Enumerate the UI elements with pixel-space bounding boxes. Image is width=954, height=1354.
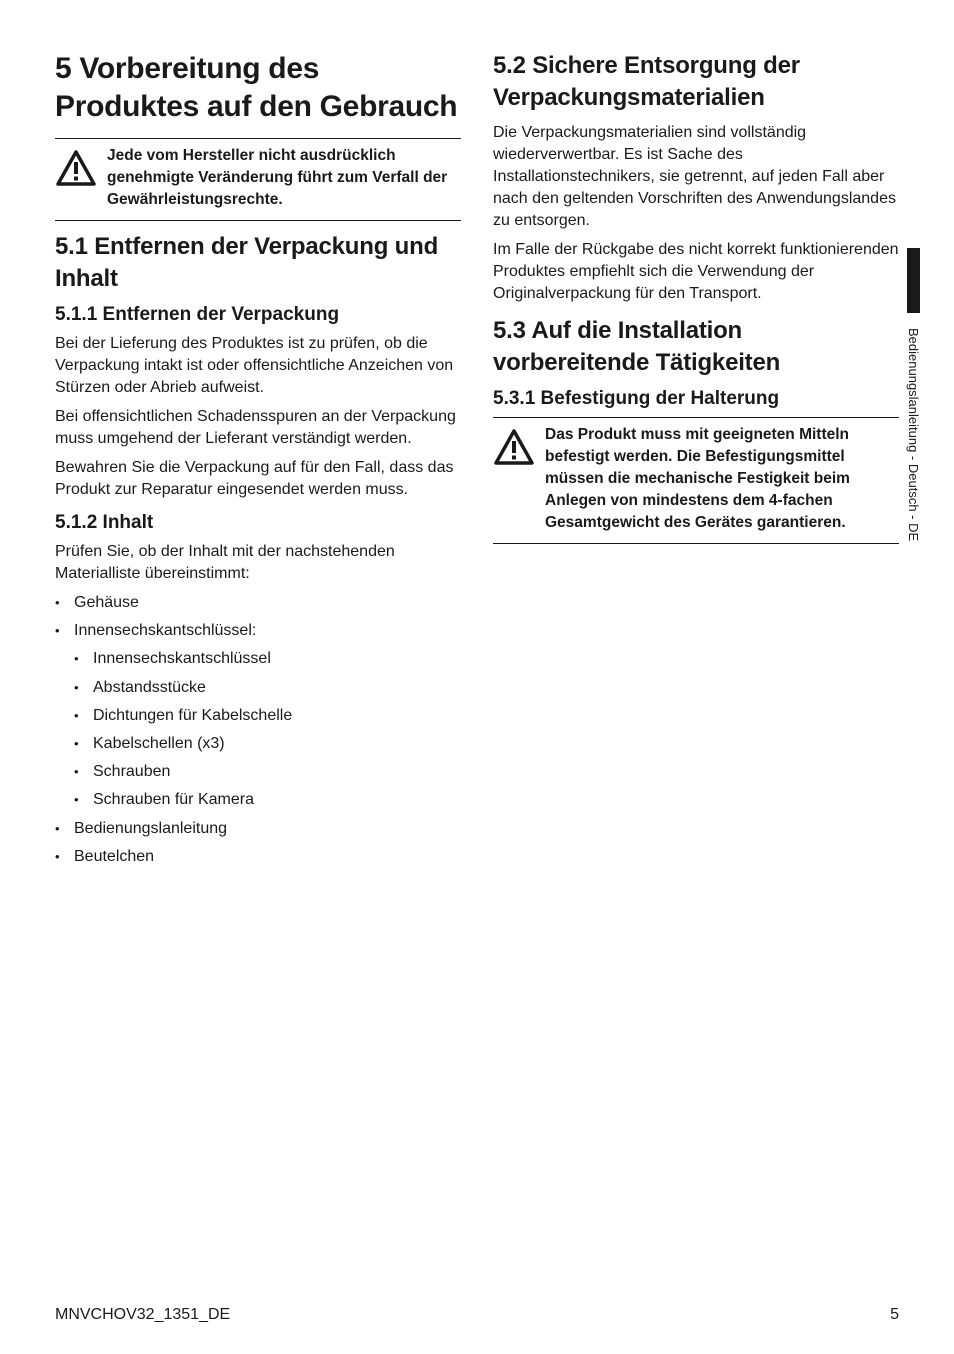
side-tab-marker [907,248,920,313]
paragraph: Im Falle der Rückgabe des nicht korrekt funktionierenden Produktes empfiehlt sich die Verwendung der Originalverpackung für den Transport. [493,241,899,302]
paragraph: Bewahren Sie die Verpackung auf für den Fall, dass das Produkt zur Reparatur eingesendet werden muss. [55,459,454,498]
left-column [55,50,461,874]
subsection-title-5-1-2: 5.1.2 Inhalt [55,512,154,533]
paragraph: Bei der Lieferung des Produktes ist zu prüfen, ob die Verpackung intakt ist oder offensichtliche Anzeichen von Stürzen oder Abrieb aufweist. [55,335,454,396]
right-column [493,50,899,554]
warning-triangle-icon [493,424,545,471]
contents-list [55,592,461,868]
list-item: • Abstandsstücke [55,677,461,699]
warning-box-mounting [493,417,899,544]
list-item: • Gehäuse [55,592,461,614]
list-item: • Schrauben für Kamera [55,789,461,811]
chapter-title: 5 Vorbereitung des Produktes auf den Gebrauch [55,52,458,123]
list-item: • Beutelchen [55,846,461,868]
warning-triangle-icon [55,145,107,192]
list-item: • Innensechskantschlüssel [55,648,461,670]
side-label: Bedienungslanleitung - Deutsch - DE [906,328,921,542]
list-item: • Kabelschellen (x3) [55,733,461,755]
section-title-5-2: 5.2 Sichere Entsorgung der Verpackungsmaterialien [493,52,800,111]
paragraph: Die Verpackungsmaterialien sind vollständig wiederverwertbar. Es ist Sache des Installationstechnikers, sie getrennt, auf jeden Fall aber nach den geltenden Vorschriften des Anwendungslandes zu entsorgen. [493,124,896,229]
warning-text: Das Produkt muss mit geeigneten Mitteln befestigt werden. Die Befestigungsmittel müssen die mechanische Festigkeit beim Anlegen von mindestens dem 4-fachen Gesamtgewicht des Gerätes garantieren. [545,426,850,531]
list-item: • Dichtungen für Kabelschelle [55,705,461,727]
warning-text: Jede vom Hersteller nicht ausdrücklich genehmigte Veränderung führt zum Verfall der Gewährleistungsrechte. [107,147,448,208]
section-title-5-3: 5.3 Auf die Installation vorbereitende Tätigkeiten [493,317,781,376]
subsection-title-5-1-1: 5.1.1 Entfernen der Verpackung [55,304,340,325]
list-item: • Schrauben [55,761,461,783]
warning-box-modification [55,138,461,221]
paragraph: Bei offensichtlichen Schadensspuren an der Verpackung muss umgehend der Lieferant verständigt werden. [55,408,456,447]
footer-doc-code: MNVCHOV32_1351_DE [55,1306,231,1323]
section-title-5-1: 5.1 Entfernen der Verpackung und Inhalt [55,233,439,292]
list-item: • Bedienungslanleitung [55,818,461,840]
footer-page-number: 5 [890,1306,899,1323]
list-item: • Innensechskantschlüssel: [55,620,461,642]
paragraph: Prüfen Sie, ob der Inhalt mit der nachstehenden Materialliste übereinstimmt: [55,543,395,582]
subsection-title-5-3-1: 5.3.1 Befestigung der Halterung [493,388,780,409]
